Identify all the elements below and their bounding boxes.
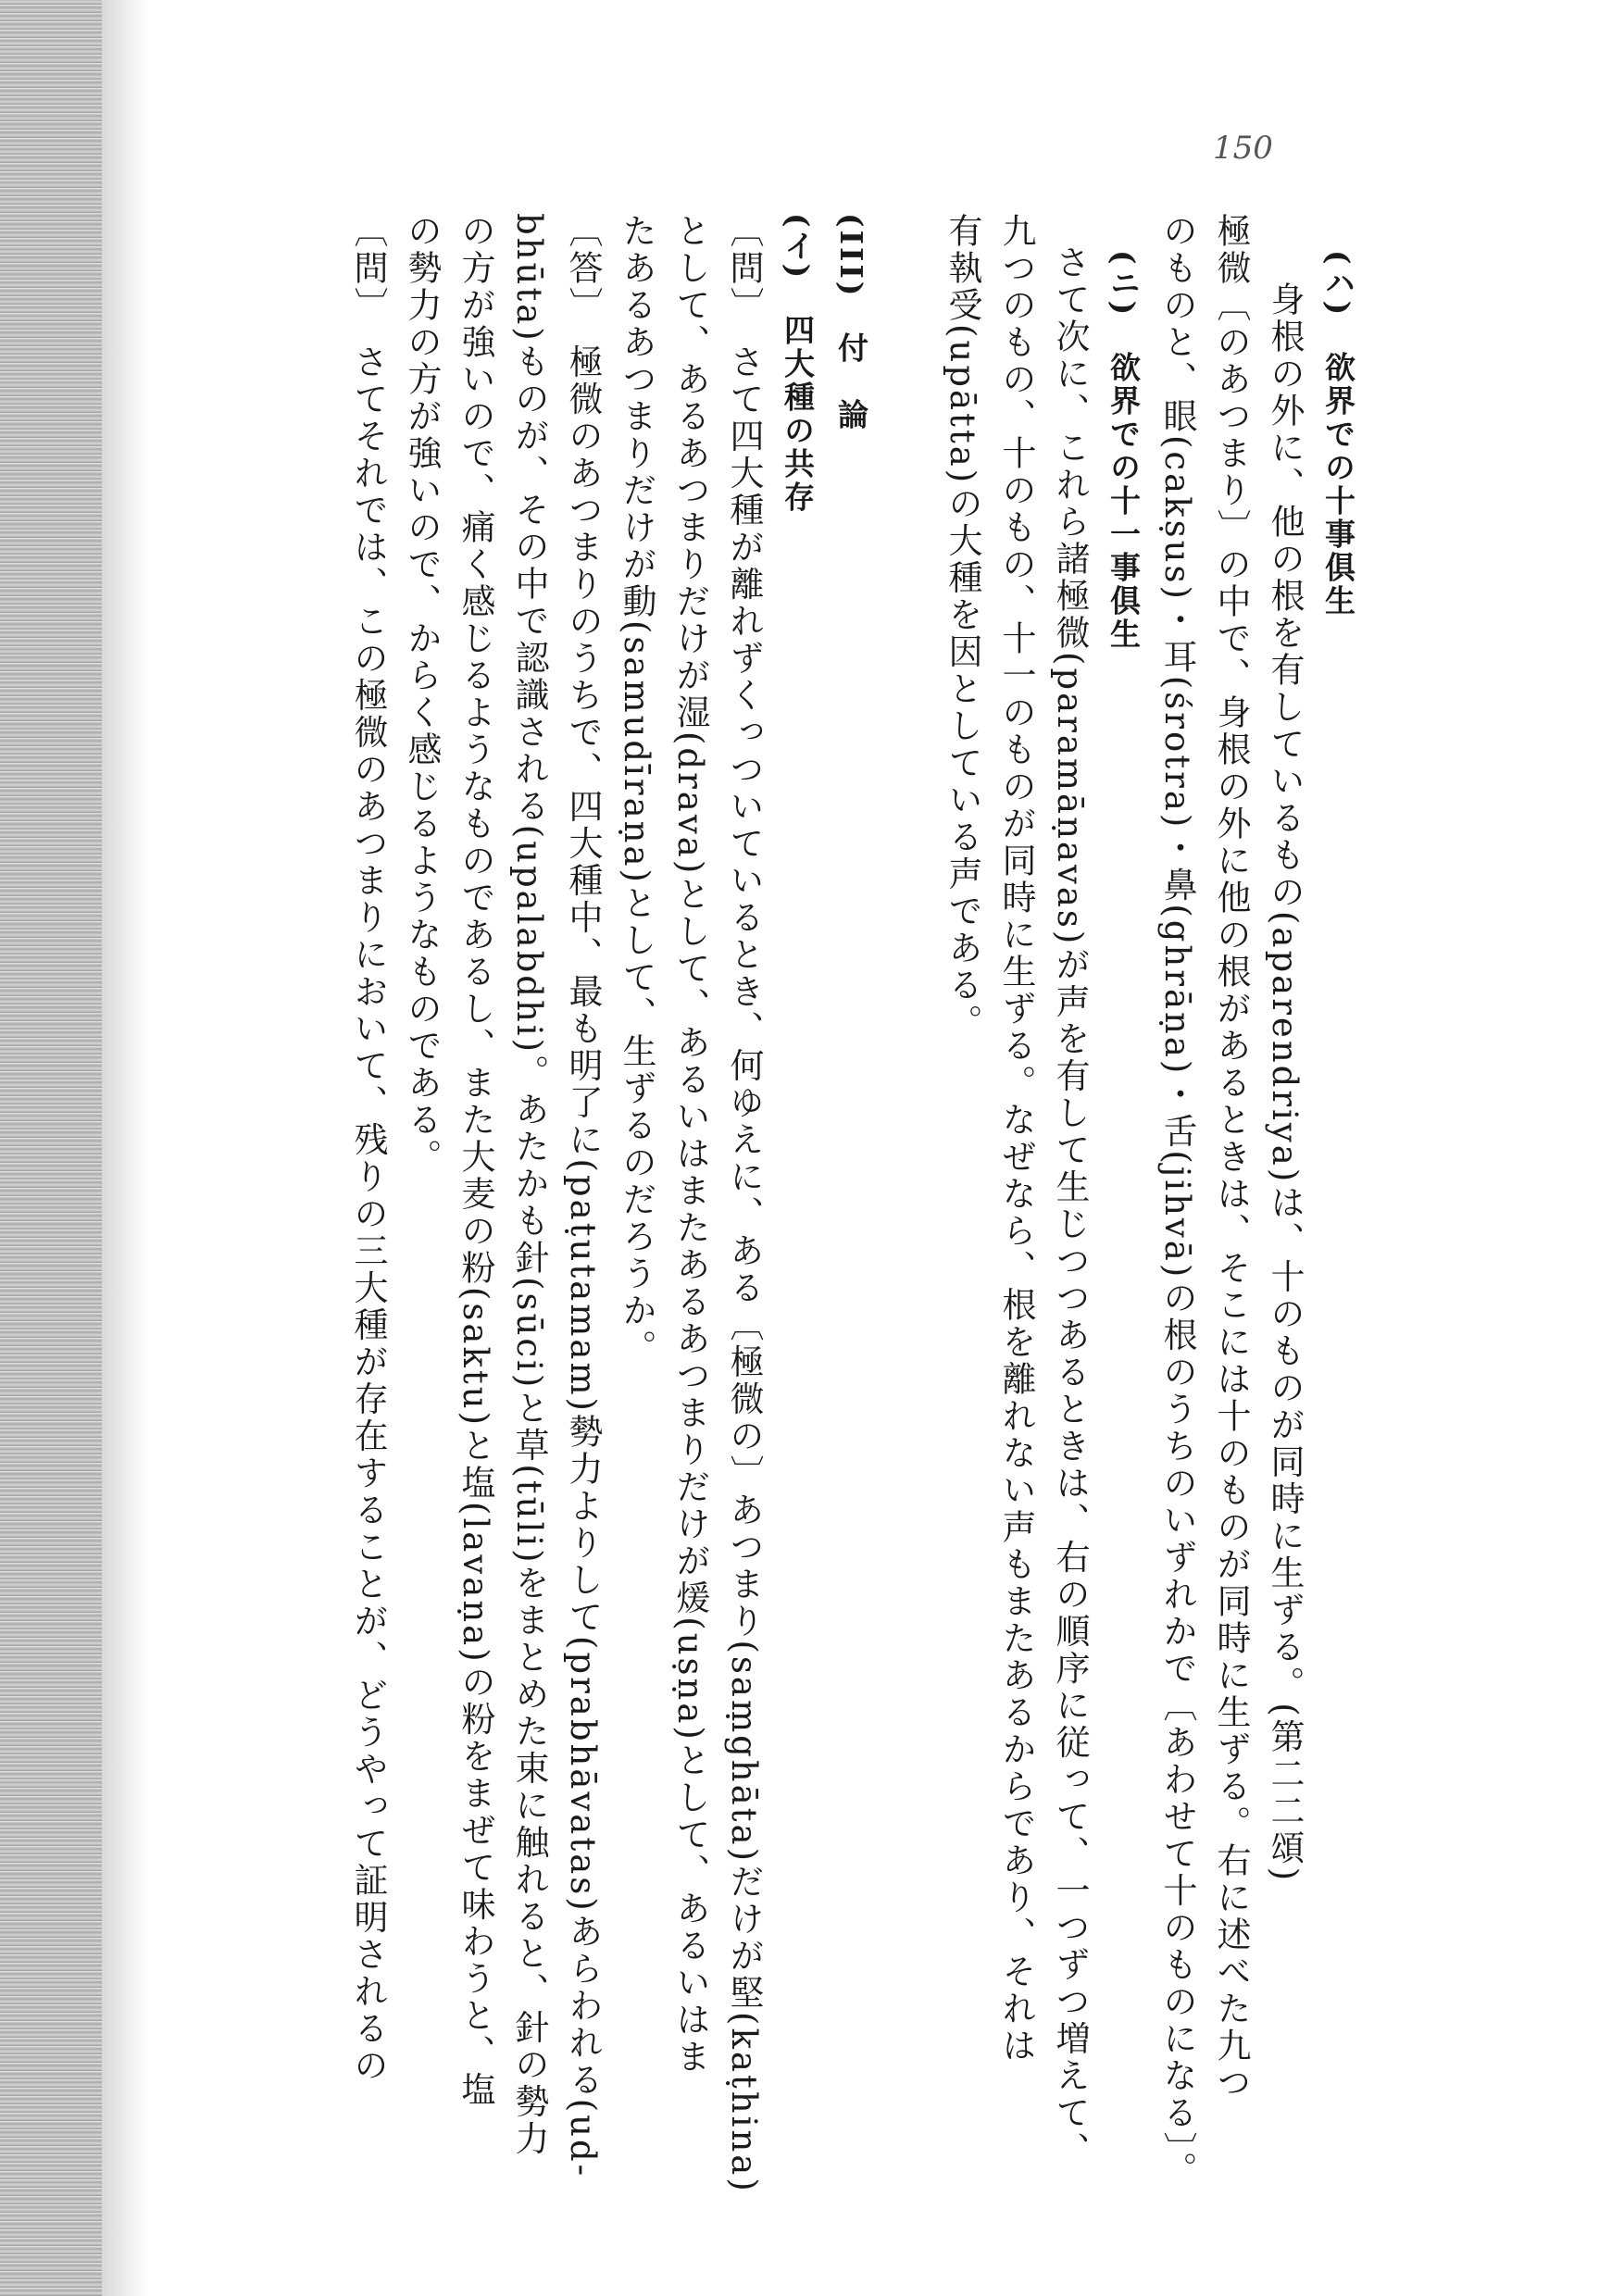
body-line: 有執受(upātta)の大種を因としている声である。 [943,213,982,1042]
verse-line: 身根の外に、他の根を有しているもの(aparendriya)は、十のものが同時に生ずる。(第二二頌) [1265,281,1305,1884]
body-line: 極微〔のあつまり〕の中で、身根の外に他の根があるときは、そこには十のものが同時に生ずる。右に述べた九つ [1211,213,1251,2102]
scan-binding-fade [102,0,148,2296]
page-number: 150 [1213,130,1273,167]
chapter-heading-appendix: (III) 付 論 [833,213,869,432]
body-line: の方が強いので、痛く感じるようなものであるし、また大麦の粉(saktu)と塩(lavaṇa)の粉をまぜて味わうと、塩 [456,213,495,2109]
section-heading-ni: (ニ) 欲界での十一事俱生 [1106,250,1142,652]
question-line: 〔問〕 さてそれでは、この極微のあつまりにおいて、残りの三大種が存在することが、どうやって証明されるの [348,213,388,2085]
section-heading-ha: (ハ) 欲界での十事俱生 [1320,250,1356,618]
vertical-text-block [341,213,1365,2194]
body-line: たあるあつまりだけが動(samudīraṇa)として、生ずるのだろうか。 [617,213,656,1366]
body-line: として、あるあつまりだけが湿(drava)として、あるいはまたあるあつまりだけが煖(uṣṇa)として、あるいはま [670,213,710,2076]
answer-line: 〔答〕 極微のあつまりのうちで、四大種中、最も明了に(paṭutamam)勢力よりして(prabhāvatas)あらわれる(ud- [563,213,603,2179]
question-line: 〔問〕 さて四大種が離れずくっついているとき、何ゆえに、ある〔極微の〕あつまり(saṃghāta)だけが堅(kaṭhina) [724,213,764,2194]
body-line: のものと、眼(cakṣus)・耳(śrotra)・鼻(ghrāṇa)・舌(jihvā)の根のうちのいずれかで〔あわせて十のものになる〕。 [1157,213,1197,2189]
body-line: の勢力の方が強いので、からく感じるようなものである。 [402,213,442,1176]
body-line: 九つのもの、十のもの、十一のものが同時に生ずる。なぜなら、根を離れない声もまたあるからであり、それは [996,213,1036,2065]
section-spacer [878,213,935,2111]
body-line: bhūta)ものが、その中で認識される(upalabdhi)。あたかも針(sūci)と草(tūli)をまとめた束に触れると、針の勢力 [509,213,549,2158]
body-line: さて次に、これら諸極微(paramāṇavas)が声を有して生じつつあるときは、右の順序に従って、一つずつ増えて、 [1050,244,1090,2169]
scan-binding-shadow [0,0,102,2296]
section-heading-i: (イ) 四大種の共存 [780,213,816,515]
